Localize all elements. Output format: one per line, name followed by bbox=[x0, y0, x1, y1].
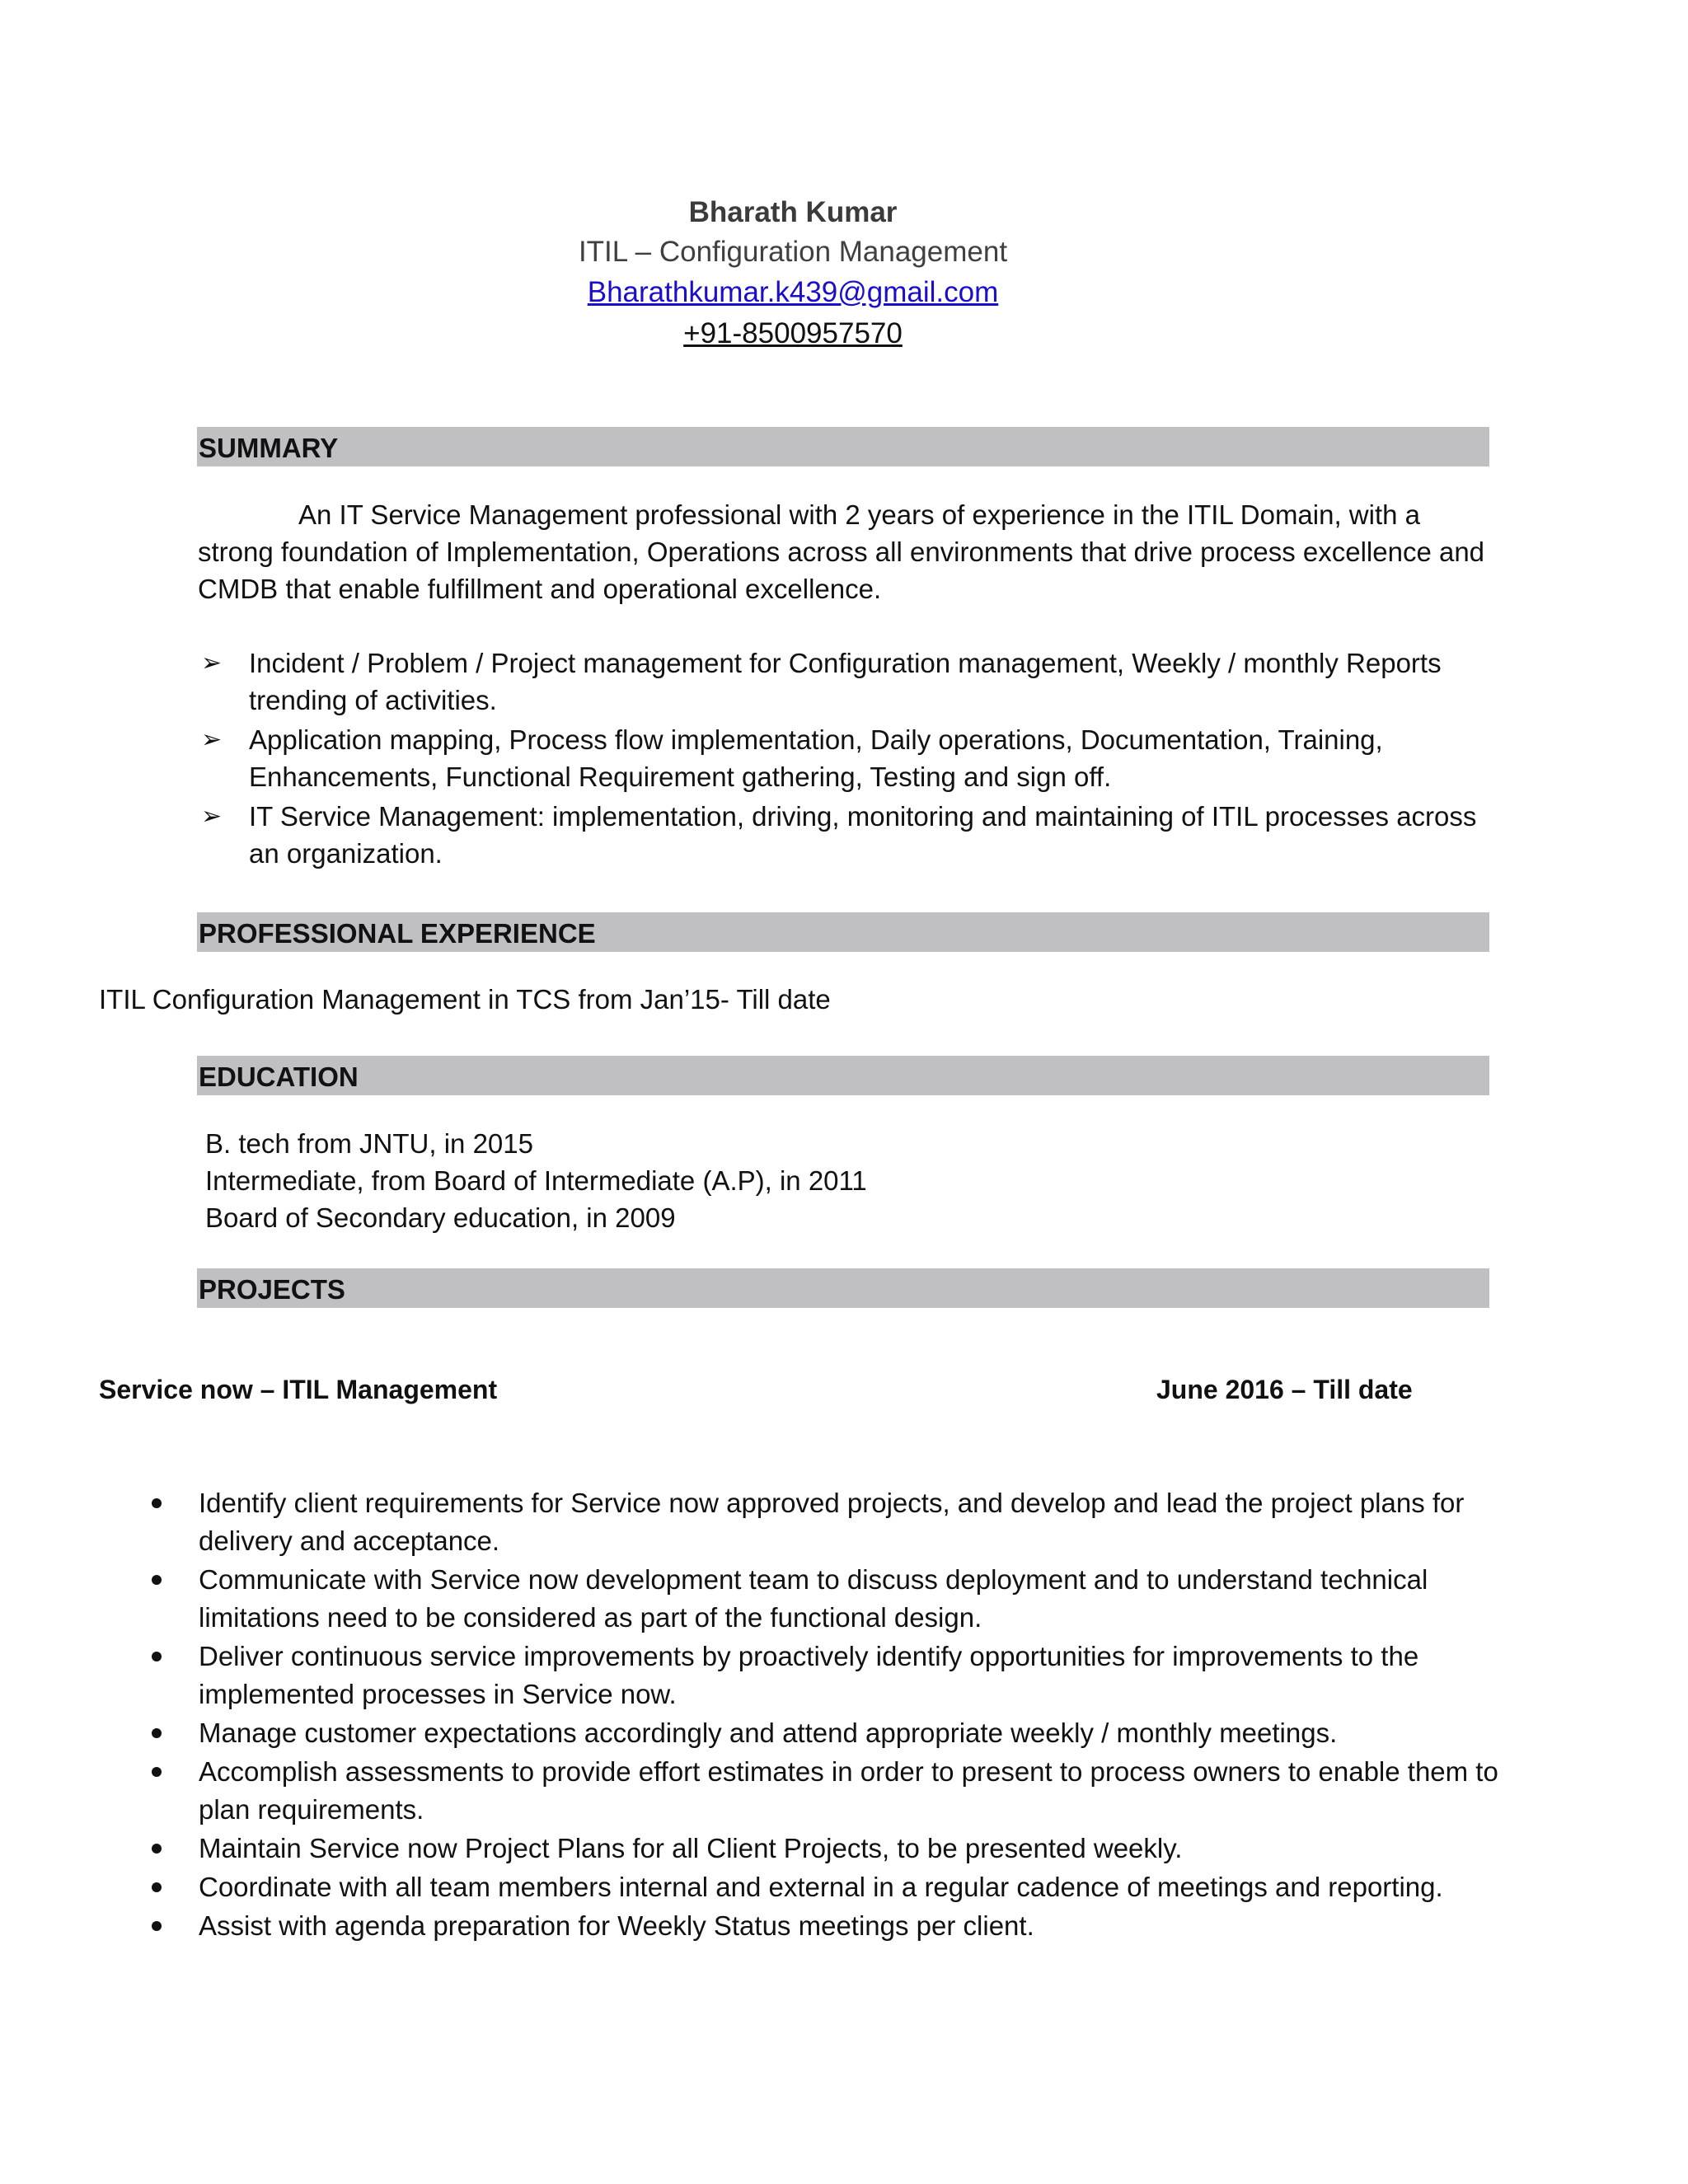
education-item: B. tech from JNTU, in 2015 bbox=[205, 1128, 533, 1159]
summary-point-text: Incident / Problem / Project management for Configuration management, Weekly / monthly Reports trending of activities. bbox=[249, 648, 1442, 715]
bullet-dot-icon bbox=[152, 1921, 162, 1931]
list-item bbox=[148, 1484, 1500, 1560]
project-date: June 2016 – Till date bbox=[1156, 1375, 1413, 1404]
bullet-dot-icon bbox=[152, 1767, 162, 1777]
project-point-text: Manage customer expectations accordingly and attend appropriate weekly / monthly meetings. bbox=[199, 1718, 1338, 1748]
project-point-text: Coordinate with all team members internal and external in a regular cadence of meetings and reporting. bbox=[199, 1872, 1443, 1902]
phone-number: +91-8500957570 bbox=[683, 317, 903, 349]
list-item bbox=[148, 1868, 1500, 1906]
bullet-dot-icon bbox=[152, 1882, 162, 1892]
project-point-text: Identify client requirements for Service now approved projects, and develop and lead the project plans for delivery and acceptance. bbox=[199, 1488, 1465, 1556]
list-item bbox=[148, 1907, 1500, 1945]
arrow-bullet-icon: ➢ bbox=[201, 726, 223, 753]
summary-point-text: IT Service Management: implementation, driving, monitoring and maintaining of ITIL processes across an organization. bbox=[249, 801, 1477, 869]
project-point-text: Communicate with Service now development team to discuss deployment and to understand technical limitations need to be considered as part of the functional design. bbox=[199, 1564, 1428, 1633]
arrow-bullet-icon: ➢ bbox=[201, 803, 223, 830]
experience-heading: PROFESSIONAL EXPERIENCE bbox=[197, 912, 1489, 952]
list-item bbox=[198, 798, 1500, 872]
candidate-role: ITIL – Configuration Management bbox=[578, 236, 1008, 268]
summary-point-text: Application mapping, Process flow implementation, Daily operations, Documentation, Training, Enhancements, Functional Requirement gathering, Testing and sign off. bbox=[249, 724, 1383, 792]
list-item bbox=[148, 1561, 1500, 1637]
list-item bbox=[148, 1830, 1500, 1868]
project-point-text: Assist with agenda preparation for Weekly Status meetings per client. bbox=[199, 1910, 1034, 1941]
candidate-name: Bharath Kumar bbox=[688, 196, 898, 228]
education-item: Board of Secondary education, in 2009 bbox=[205, 1202, 676, 1233]
project-point-text: Maintain Service now Project Plans for all Client Projects, to be presented weekly. bbox=[199, 1833, 1183, 1863]
email-link[interactable]: Bharathkumar.k439@gmail.com bbox=[587, 276, 999, 308]
projects-heading: PROJECTS bbox=[197, 1268, 1489, 1308]
education-heading: EDUCATION bbox=[197, 1056, 1489, 1095]
project-title: Service now – ITIL Management bbox=[99, 1375, 498, 1404]
list-item bbox=[198, 721, 1500, 795]
project-point-text: Deliver continuous service improvements by proactively identify opportunities for improvements to the implemented processes in Service now. bbox=[199, 1641, 1419, 1709]
list-item bbox=[148, 1753, 1500, 1829]
bullet-dot-icon bbox=[152, 1498, 162, 1508]
project-points bbox=[148, 1484, 1500, 1946]
experience-line: ITIL Configuration Management in TCS from Jan’15- Till date bbox=[99, 984, 831, 1015]
bullet-dot-icon bbox=[152, 1728, 162, 1738]
bullet-dot-icon bbox=[152, 1844, 162, 1854]
summary-heading: SUMMARY bbox=[197, 427, 1489, 466]
project-point-text: Accomplish assessments to provide effort estimates in order to present to process owners to enable them to plan requirements. bbox=[199, 1756, 1498, 1825]
summary-points bbox=[198, 644, 1500, 874]
summary-paragraph: An IT Service Management professional with 2 years of experience in the ITIL Domain, with a strong foundation of Implementation, Operations across all environments that drive process excellence and CMDB that enable fulfillment and operational excellence. bbox=[198, 499, 1485, 604]
bullet-dot-icon bbox=[152, 1652, 162, 1661]
list-item bbox=[198, 644, 1500, 719]
education-list bbox=[205, 1125, 867, 1236]
list-item bbox=[148, 1638, 1500, 1713]
education-item: Intermediate, from Board of Intermediate (A.P), in 2011 bbox=[205, 1165, 867, 1196]
list-item bbox=[148, 1714, 1500, 1752]
bullet-dot-icon bbox=[152, 1575, 162, 1585]
arrow-bullet-icon: ➢ bbox=[201, 649, 223, 677]
